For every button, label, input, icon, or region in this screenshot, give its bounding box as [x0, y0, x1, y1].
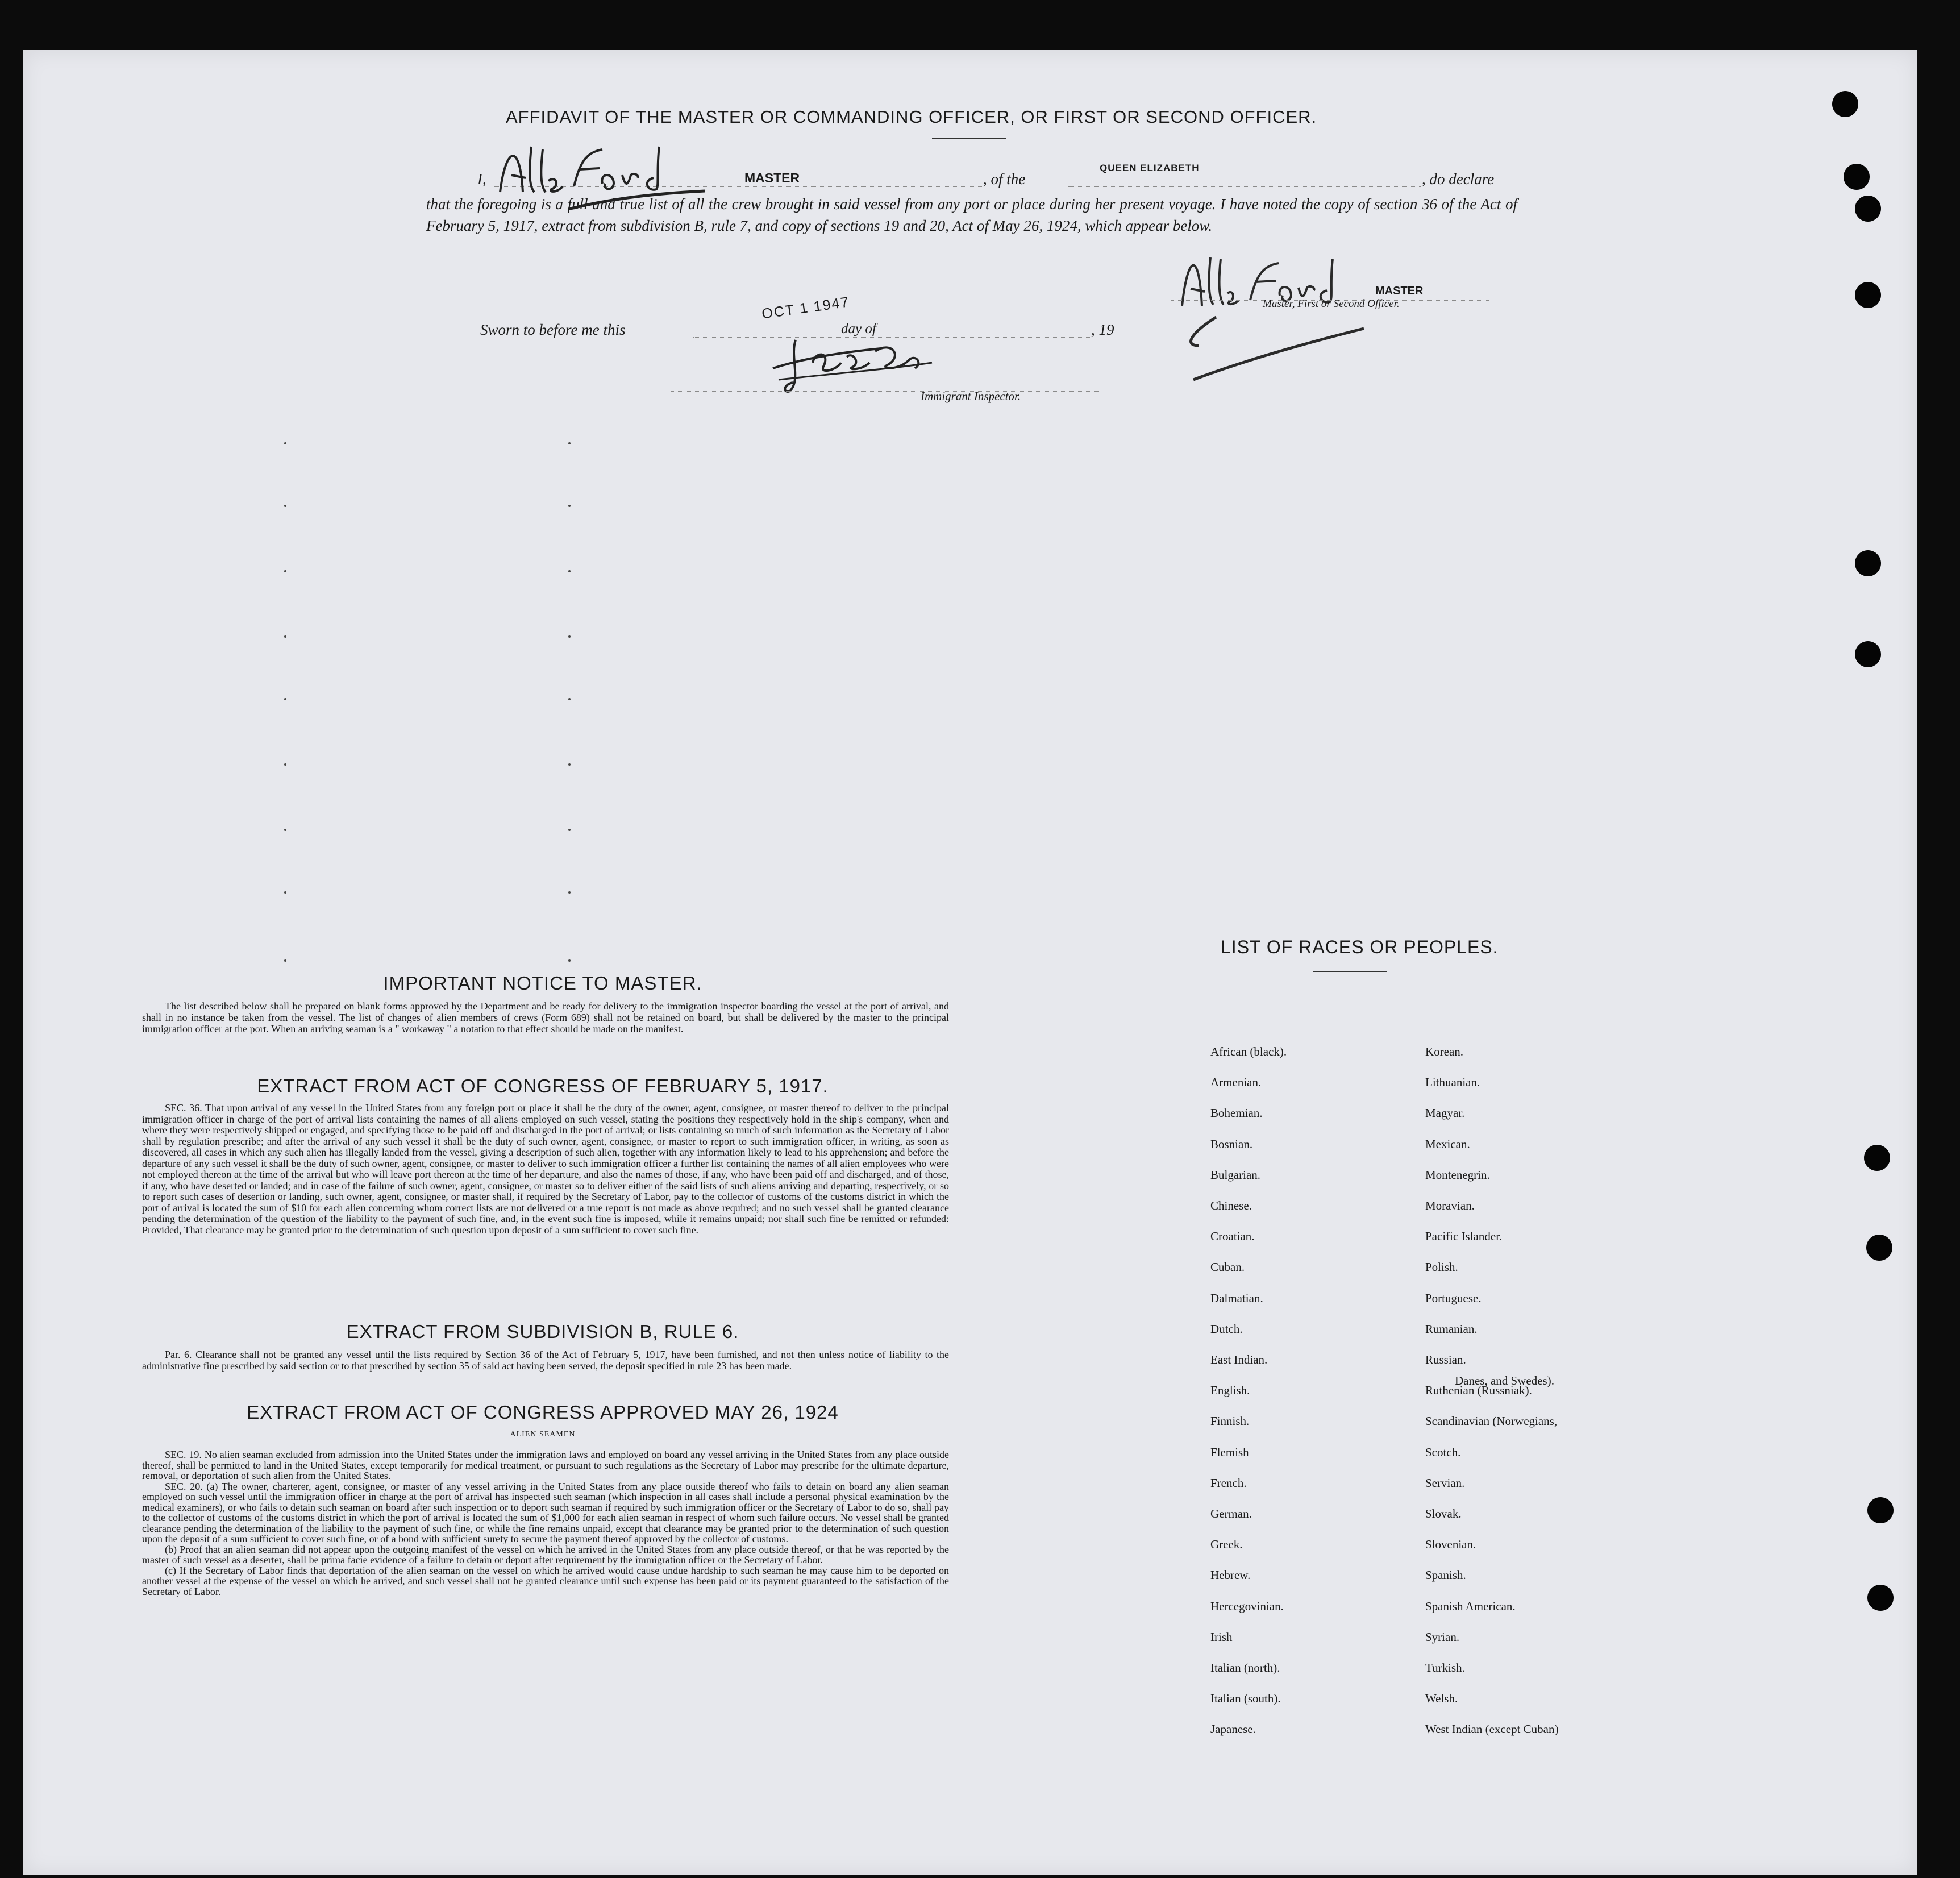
date-stamp: OCT 1 1947: [760, 294, 851, 322]
race-item: Dutch.: [1210, 1322, 1243, 1336]
race-item: Servian.: [1425, 1476, 1465, 1490]
race-item: Croatian.: [1210, 1229, 1255, 1244]
race-item: Mexican.: [1425, 1137, 1470, 1151]
race-item: Magyar.: [1425, 1106, 1465, 1120]
race-item: Korean.: [1425, 1045, 1464, 1058]
race-item: Bosnian.: [1210, 1137, 1253, 1151]
day-of-text: day of: [841, 321, 876, 336]
race-item: Japanese.: [1210, 1722, 1256, 1736]
race-item: Rumanian.: [1425, 1322, 1478, 1336]
race-item: East Indian.: [1210, 1353, 1268, 1366]
race-item: Ruthenian (Russniak).: [1425, 1383, 1532, 1398]
race-item: Welsh.: [1425, 1692, 1458, 1706]
punch-hole: [1867, 1585, 1894, 1611]
punch-hole: [1855, 641, 1881, 667]
race-item: Moravian.: [1425, 1199, 1475, 1212]
do-declare-text: , do declare: [1422, 171, 1495, 188]
race-item: Scotch.: [1425, 1445, 1461, 1459]
signature-inspector: [761, 317, 966, 397]
race-item: Lithuanian.: [1425, 1075, 1480, 1090]
race-item: English.: [1210, 1383, 1250, 1398]
vessel-rule: [1068, 186, 1421, 187]
race-item: Spanish American.: [1425, 1599, 1516, 1613]
section-19-paragraph: SEC. 19. No alien seaman excluded from admission into the United States under the immigration laws and employed on board any vessel arriving in the United States from any place outside thereof, shall be permitted to land in the United States, except temporarily for medical treatment, or pursuant to such regulations as the Secretary of Labor may prescribe for the ultimate departure, removal, or deportation of such alien from the United States.: [142, 1449, 949, 1481]
race-item: Slovenian.: [1425, 1538, 1476, 1552]
extract-1924-subtitle: ALIEN SEAMEN: [510, 1430, 576, 1439]
race-scandinavian-continuation: Danes, and Swedes).: [1455, 1374, 1554, 1387]
inspector-rule: [671, 391, 1102, 392]
rank-stamp: MASTER: [744, 171, 800, 185]
subdivision-b-title: EXTRACT FROM SUBDIVISION B, RULE 6.: [346, 1321, 739, 1342]
signature-master-1: [489, 130, 727, 232]
races-title-underline: [1313, 971, 1387, 972]
race-item: German.: [1210, 1507, 1252, 1520]
sworn-prefix: Sworn to before me this: [480, 321, 626, 338]
affidavit-line1-prefix: I,: [477, 171, 486, 188]
affidavit-body: that the foregoing is a full and true list of all the crew brought in said vessel from any port or place during her present voyage. I have noted the copy of section 36 of the Act of February 5, 1917, extract from subdivision B, rule 7, and copy of sections 19 and 20, Act of May 26, 1924, which appear below.: [426, 196, 1517, 234]
notice-title: IMPORTANT NOTICE TO MASTER.: [383, 973, 702, 994]
race-item: Greek.: [1210, 1538, 1243, 1552]
punch-hole: [1855, 196, 1881, 222]
race-item: Spanish.: [1425, 1568, 1466, 1582]
race-item: Dalmatian.: [1210, 1291, 1263, 1305]
race-item: Portuguese.: [1425, 1291, 1482, 1305]
extract-1924-title: EXTRACT FROM ACT OF CONGRESS APPROVED MAY 26, 1924: [247, 1402, 839, 1423]
race-item: Russian.: [1425, 1353, 1466, 1366]
year-prefix: , 19: [1091, 321, 1114, 338]
race-item: Turkish.: [1425, 1661, 1465, 1675]
punch-hole: [1844, 164, 1870, 190]
race-item: African (black).: [1210, 1045, 1287, 1058]
punch-hole: [1866, 1235, 1892, 1261]
inspector-caption: Immigrant Inspector.: [921, 389, 1021, 403]
race-item: Italian (south).: [1210, 1692, 1281, 1706]
race-item: Polish.: [1425, 1260, 1458, 1274]
race-item: Montenegrin.: [1425, 1167, 1490, 1182]
race-item: Bohemian.: [1210, 1106, 1263, 1120]
document-page: [23, 50, 1917, 1875]
race-item: Finnish.: [1210, 1414, 1250, 1428]
title-underline: [932, 138, 1006, 139]
race-item: Italian (north).: [1210, 1661, 1280, 1675]
punch-hole: [1832, 91, 1858, 117]
vessel-stamp: QUEEN ELIZABETH: [1100, 163, 1200, 173]
section-20b-paragraph: (b) Proof that an alien seaman did not appear upon the outgoing manifest of the vessel on which he arrived in the United States from any place outside thereof, or that he was reported by the master of such vessel as a deserter, shall be prima facie evidence of a failure to detain or deport after requirement by the immigration officer or the Secretary of Labor.: [142, 1543, 949, 1565]
of-the-text: , of the: [983, 171, 1026, 188]
race-item: Irish: [1210, 1630, 1233, 1644]
punch-hole: [1855, 282, 1881, 308]
affidavit-title: AFFIDAVIT OF THE MASTER OR COMMANDING OFFICER, OR FIRST OR SECOND OFFICER.: [506, 107, 1317, 127]
signature-master-2: [1148, 232, 1387, 425]
section-20a-paragraph: SEC. 20. (a) The owner, charterer, agent, consignee, or master of any vessel arriving in the United States from any place outside thereof who fails to detain on board any alien seaman employed on such vessel until the immigration officer in charge at the port of arrival has inspected such seaman (which inspection in all cases shall include a personal physical examination by the medical examiners), or who fails to detain such seaman on board after such inspection or to deport such seaman if required by such immigration officer or the Secretary of Labor to do so, shall pay to the collector of customs of the customs district in which the port of arrival is located the sum of $1,000 for each alien seaman in respect of whom such failure occurs. No vessel shall be granted clearance pending the determination of the liability to the payment of such fine, or while the fine remains unpaid, except that clearance may be granted prior to the determination of such question upon the deposit of a sum sufficient to cover such fine, or of a bond with sufficient surety to secure the payment thereof approved by the collector of customs.: [142, 1480, 949, 1544]
races-title: LIST OF RACES OR PEOPLES.: [1221, 937, 1499, 957]
race-item: Hercegovinian.: [1210, 1599, 1284, 1613]
race-item: Chinese.: [1210, 1199, 1252, 1212]
punch-hole: [1864, 1145, 1890, 1171]
race-item: Flemish: [1210, 1445, 1249, 1459]
race-item: West Indian (except Cuban): [1425, 1722, 1559, 1736]
race-item: Scandinavian (Norwegians,: [1425, 1414, 1558, 1428]
race-item: Pacific Islander.: [1425, 1229, 1503, 1244]
extract-1917-body: SEC. 36. That upon arrival of any vessel in the United States from any foreign port or place it shall be the duty of the owner, agent, consignee, or master thereof to deliver to the principal immigration officer in charge of the port of arrival lists containing the names of all aliens employed on such vessel, stating the positions they respectively hold in the ship's company, when and where they were respectively shipped or engaged, and specifying those to be paid off and discharged in the port of arrival; or lists containing so much of such information as the Secretary of Labor shall by regulation prescribe; and after the arrival of any such vessel it shall be the duty of such owner, agent, consignee, or master to report to such immigration officer, in writing, as soon as discovered, all cases in which any such alien has illegally landed from the vessel, giving a description of such alien, together with any information likely to lead to his apprehension; and before the departure of any such vessel it shall be the duty of such owner, agent, consignee, or master to deliver to such immigration officer a further list containing the names of all alien employees who were not employed thereon at the time of the arrival but who will leave port thereon at the time of her departure, and also the names of those, if any, who have been paid off and discharged, and of those, if any, who have deserted or landed; and in case of the failure of such owner, agent, consignee, or master so to deliver either of the said lists of such aliens arriving and departing, respectively, or so to report such cases of desertion or landing, such owner, agent, consignee, or master shall, if required by the Secretary of Labor, pay to the collector of customs of the customs district in which the port of arrival is located the sum of $10 for each alien concerning whom correct lists are not delivered or a true report is not made as above required; and no such vessel shall be granted clearance pending the determination of the question of the liability to the payment of such fine, and, in the event such fine is imposed, while it remains unpaid; nor shall such fine be remitted or refunded: Provided, That clearance may be granted prior to the determination of such question upon deposit of a sum sufficient to cover such fine.: [142, 1102, 949, 1236]
notice-body: The list described below shall be prepared on blank forms approved by the Department and be ready for delivery to the immigration inspector boarding the vessel at the port of arrival, and shall in no instance be taken from the vessel. The list of changes of alien members of crews (Form 689) shall not be retained on board, but shall be delivered by the master to the principal immigration officer at the port. When an arriving seaman is a " workaway " a notation to that effect should be made on the manifest.: [142, 1000, 949, 1034]
extract-1924-body: [142, 1449, 949, 1597]
subdivision-b-body: Par. 6. Clearance shall not be granted any vessel until the lists required by Section 36 of the Act of February 5, 1917, have been furnished, and not then unless notice of liability to the administrative fine prescribed by said section or to that prescribed by section 35 of said act having been served, the deposit specified in rule 23 has been made.: [142, 1349, 949, 1372]
punch-hole: [1855, 550, 1881, 576]
race-item: Bulgarian.: [1210, 1167, 1261, 1182]
master-stamp-2: MASTER: [1375, 285, 1424, 297]
race-item: Syrian.: [1425, 1630, 1460, 1644]
section-20c-paragraph: (c) If the Secretary of Labor finds that deportation of the alien seaman on the vessel on which he arrived would cause undue hardship to such seaman he may cause him to be deported on another vessel at the expense of the vessel on which he arrived, and such vessel shall not be granted clearance until such expense has been paid or its payment guaranteed to the satisfaction of the Secretary of Labor.: [142, 1564, 949, 1597]
race-item: Armenian.: [1210, 1075, 1262, 1090]
extract-1917-title: EXTRACT FROM ACT OF CONGRESS OF FEBRUARY 5, 1917.: [257, 1075, 829, 1096]
race-item: Hebrew.: [1210, 1568, 1251, 1582]
officer-caption: Master, First or Second Officer.: [1263, 298, 1400, 310]
race-item: French.: [1210, 1476, 1247, 1490]
race-item: Slovak.: [1425, 1507, 1462, 1520]
punch-hole: [1867, 1497, 1894, 1523]
race-item: Cuban.: [1210, 1260, 1245, 1274]
